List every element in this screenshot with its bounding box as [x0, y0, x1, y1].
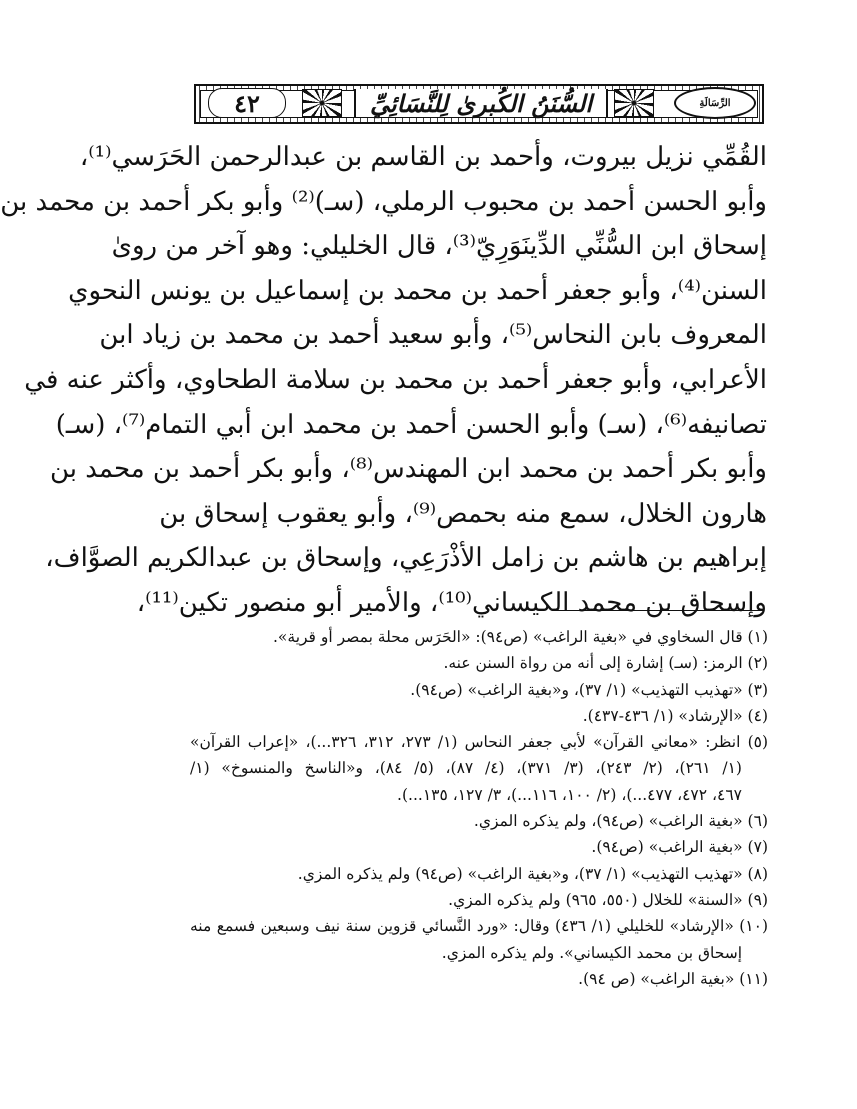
main-text-line: وأبو الحسن أحمد بن محبوب الرملي، (سـ)⁽²⁾ وأبو بكر أحمد بن محمد بن: [0, 186, 767, 217]
main-text-line: وأبو بكر أحمد بن محمد ابن المهندس⁽⁸⁾، وأبو بكر أحمد بن محمد بن: [49, 454, 767, 485]
footnote-line: (١/ ٢٦١)، (٢/ ٢٤٣)، (٣/ ٣٧١)، (٤/ ٨٧)، (٥/ ٨٤)، و«الناسخ والمنسوخ» (١/: [190, 759, 742, 778]
footnotes: [190, 624, 768, 992]
main-text-line: الأعرابي، وأبو جعفر أحمد بن محمد بن سلامة الطحاوي، وأكثر عنه في: [24, 364, 767, 395]
page-number: ٤٢: [208, 88, 286, 118]
header-title-cell: [354, 89, 608, 117]
footnote-line: إسحاق بن محمد الكيساني». ولم يذكره المزي.: [441, 943, 742, 962]
footnote-line: (٧) «بغية الراغب» (ص٩٤).: [591, 838, 768, 857]
footnote-line: (٦) «بغية الراغب» (ص٩٤)، ولم يذكره المزي.: [473, 812, 768, 831]
footnote-line: (٤) «الإرشاد» (١/ ٤٣٦-٤٣٧).: [582, 706, 768, 725]
footnote-separator: [553, 610, 761, 611]
publisher-seal-text: الرِّسَالَةِ: [699, 97, 731, 109]
main-text-line: وإسحاق بن محمد الكيساني⁽¹⁰⁾، والأمير أبو منصور تكين⁽¹¹⁾،: [136, 587, 767, 618]
footnote-line: (١) قال السخاوي في «بغية الراغب» (ص٩٤): «الحَرَس محلة بمصر أو قرية».: [272, 628, 768, 646]
footnote-line: (٨) «تهذيب التهذيب» (١/ ٣٧)، و«بغية الراغب» (ص٩٤) ولم يذكره المزي.: [297, 864, 768, 883]
main-text-line: المعروف بابن النحاس⁽⁵⁾، وأبو سعيد أحمد بن محمد بن زياد ابن: [99, 320, 767, 351]
footnote-line: ٤٦٧، ٤٧٢، ٤٧٧...)، (٢/ ١٠٠، ١١٦...)، ٣/ ١٢٧، ١٣٥...).: [397, 785, 742, 804]
main-text-line: إبراهيم بن هاشم بن زامل الأذْرَعِي، وإسحاق بن عبدالكريم الصوَّاف،: [45, 543, 767, 574]
main-text-line: القُمِّي نزيل بيروت، وأحمد بن القاسم بن عبدالرحمن الحَرَسي⁽¹⁾،: [79, 142, 767, 172]
book-title: السُّنَنُ الكُبرىٰ لِلنَّسَائِيِّ: [369, 88, 593, 118]
footnote-line: (٥) انظر: «معاني القرآن» لأبي جعفر النحاس (١/ ٢٧٣، ٣١٢، ٣٢٦...)، «إعراب القرآن»: [190, 733, 769, 752]
main-text-line: السنن⁽⁴⁾، وأبو جعفر أحمد بن محمد بن إسماعيل بن يونس النحوي: [68, 275, 767, 306]
main-text-line: تصانيفه⁽⁶⁾، (سـ) وأبو الحسن أحمد بن محمد ابن أبي التمام⁽⁷⁾، (سـ): [55, 409, 767, 440]
main-text-line: هارون الخلال، سمع منه بحمص⁽⁹⁾، وأبو يعقوب إسحاق بن: [159, 498, 767, 529]
ornament-icon: [614, 89, 654, 117]
publisher-seal-logo: [674, 87, 756, 119]
footnote-line: (١١) «بغية الراغب» (ص ٩٤).: [578, 969, 768, 988]
ornament-icon: [302, 89, 342, 117]
footnote-line: (١٠) «الإرشاد» للخليلي (١/ ٤٣٦) وقال: «ورد النَّسائي قزوين سنة نيف وسبعين فسمع منه: [190, 917, 768, 936]
page-header: [194, 84, 764, 124]
footnote-line: (٢) الرمز: (سـ) إشارة إلى أنه من رواة السنن عنه.: [443, 654, 768, 673]
footnote-line: (٩) «السنة» للخلال (٥٥٠، ٩٦٥) ولم يذكره المزي.: [448, 890, 768, 909]
main-text-line: إسحاق ابن السُّنِّي الدِّينَوَرِيّ⁽³⁾، قال الخليلي: وهو آخر من روىٰ: [111, 231, 767, 262]
footnote-line: (٣) «تهذيب التهذيب» (١/ ٣٧)، و«بغية الراغب» (ص٩٤).: [410, 680, 768, 699]
main-text: [0, 135, 767, 626]
